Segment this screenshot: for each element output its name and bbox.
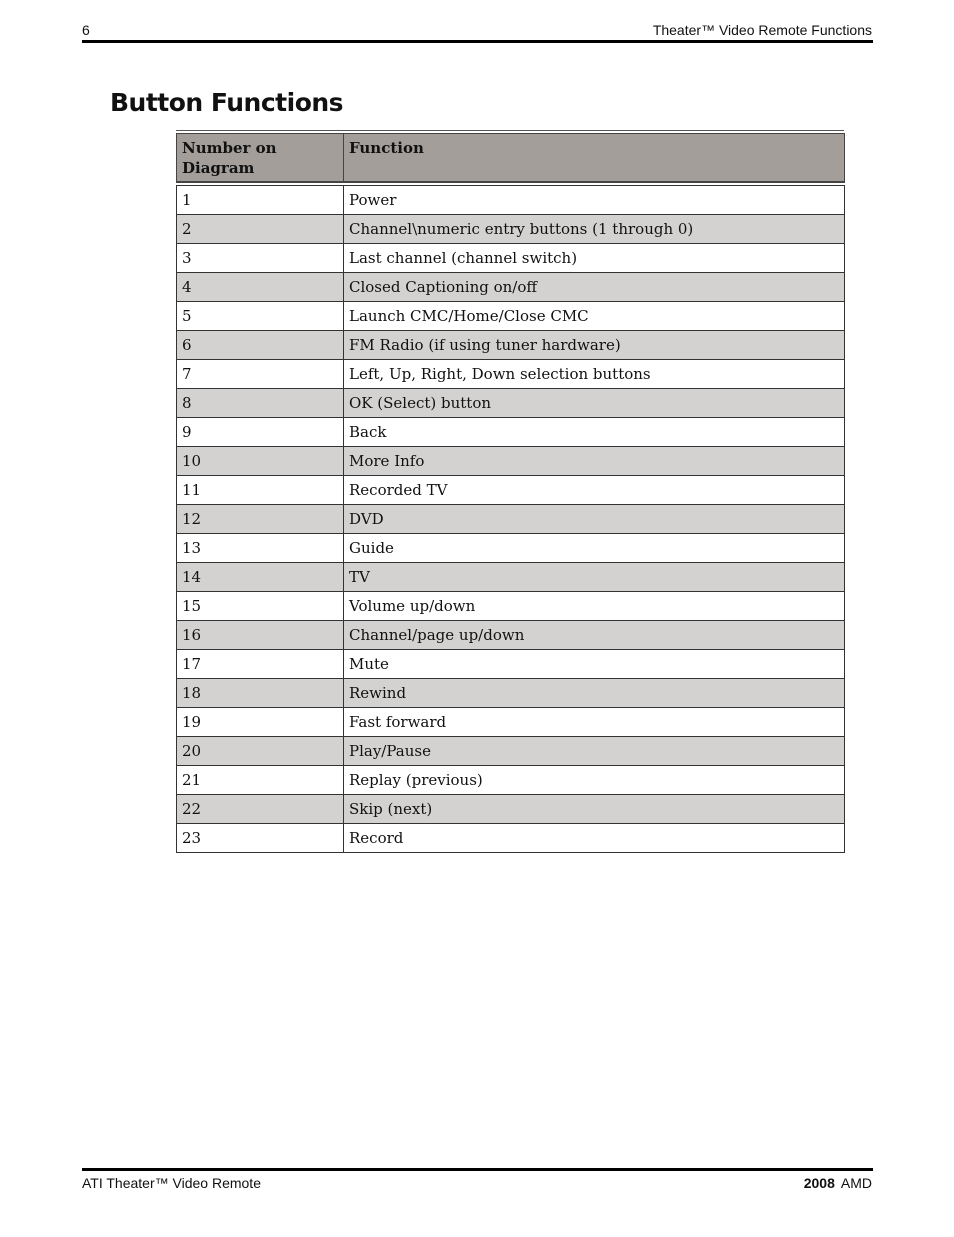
table-row [177,823,845,852]
diagram-number-cell: 9 [177,417,344,446]
table-row [177,620,845,649]
diagram-number-cell: 7 [177,359,344,388]
table-row [177,562,845,591]
function-cell: Power [344,185,845,214]
table-top-rule [176,130,844,131]
table-row [177,765,845,794]
function-cell: Volume up/down [344,591,845,620]
table-row [177,591,845,620]
footer-company: AMD [840,1175,872,1191]
table-row [177,475,845,504]
function-cell: Play/Pause [344,736,845,765]
table-row [177,707,845,736]
table-row [177,446,845,475]
function-cell: Recorded TV [344,475,845,504]
diagram-number-cell: 10 [177,446,344,475]
function-cell: Back [344,417,845,446]
function-cell: Channel\numeric entry buttons (1 through 0) [344,214,845,243]
diagram-number-cell: 18 [177,678,344,707]
function-cell: DVD [344,504,845,533]
table-row [177,417,845,446]
table-row [177,243,845,272]
footer-year: 2008 [803,1175,835,1191]
table-row [177,678,845,707]
page-header [82,22,872,39]
button-functions-table [176,133,845,853]
function-cell: Mute [344,649,845,678]
function-cell: Skip (next) [344,794,845,823]
function-cell: Channel/page up/down [344,620,845,649]
diagram-number-cell: 14 [177,562,344,591]
page-footer [82,1175,872,1192]
table-row [177,504,845,533]
diagram-number-cell: 21 [177,765,344,794]
table-row [177,794,845,823]
function-cell: OK (Select) button [344,388,845,417]
diagram-number-cell: 15 [177,591,344,620]
diagram-number-cell: 2 [177,214,344,243]
table-row [177,533,845,562]
function-cell: Record [344,823,845,852]
diagram-number-cell: 6 [177,330,344,359]
function-cell: Closed Captioning on/off [344,272,845,301]
section-title: Button Functions [110,88,344,117]
function-cell: Replay (previous) [344,765,845,794]
column-header-function: Function [344,134,845,183]
running-title: Theater™ Video Remote Functions [652,22,872,38]
diagram-number-cell: 19 [177,707,344,736]
table-header-row [177,134,845,183]
diagram-number-cell: 20 [177,736,344,765]
table-row [177,214,845,243]
footer-product-name: ATI Theater™ Video Remote [82,1175,261,1191]
table-row [177,330,845,359]
diagram-number-cell: 17 [177,649,344,678]
diagram-number-cell: 13 [177,533,344,562]
function-cell: Guide [344,533,845,562]
table-row [177,359,845,388]
diagram-number-cell: 3 [177,243,344,272]
diagram-number-cell: 1 [177,185,344,214]
table-row [177,388,845,417]
diagram-number-cell: 5 [177,301,344,330]
function-cell: More Info [344,446,845,475]
diagram-number-cell: 11 [177,475,344,504]
diagram-number-cell: 4 [177,272,344,301]
table-row [177,185,845,214]
footer-copyright [804,1175,872,1191]
function-cell: TV [344,562,845,591]
table-row [177,272,845,301]
function-cell: Fast forward [344,707,845,736]
diagram-number-cell: 23 [177,823,344,852]
table-row [177,649,845,678]
function-cell: FM Radio (if using tuner hardware) [344,330,845,359]
function-cell: Last channel (channel switch) [344,243,845,272]
header-rule [82,40,873,43]
function-cell: Left, Up, Right, Down selection buttons [344,359,845,388]
footer-rule [82,1168,873,1171]
function-cell: Rewind [344,678,845,707]
table-body [177,182,845,852]
table-row [177,301,845,330]
diagram-number-cell: 22 [177,794,344,823]
diagram-number-cell: 12 [177,504,344,533]
diagram-number-cell: 16 [177,620,344,649]
table-row [177,736,845,765]
function-cell: Launch CMC/Home/Close CMC [344,301,845,330]
diagram-number-cell: 8 [177,388,344,417]
page-number: 6 [82,22,90,38]
column-header-number: Number on Diagram [177,134,344,183]
